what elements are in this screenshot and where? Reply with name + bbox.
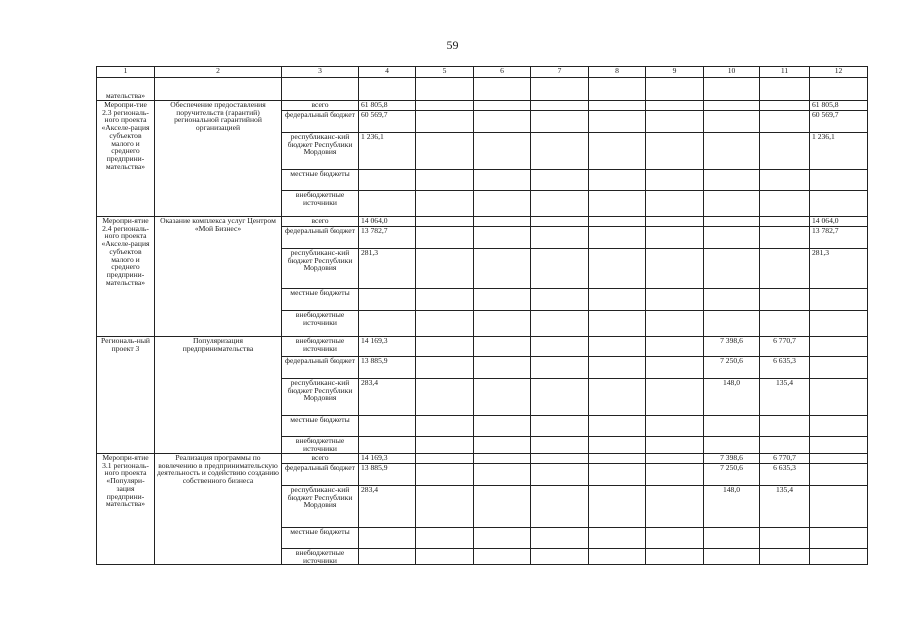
empty-cell [589, 416, 646, 437]
empty-cell [474, 464, 531, 486]
empty-cell [531, 337, 589, 357]
empty-cell [589, 528, 646, 549]
amount-cell [704, 549, 760, 565]
header-row [97, 67, 868, 78]
amount-cell [760, 191, 810, 217]
funding-source-cell: республиканс-кий бюджет Республики Мордовия [282, 133, 359, 170]
continuation-row [97, 78, 868, 101]
empty-cell [416, 357, 474, 379]
amount-cell [704, 528, 760, 549]
empty-cell [646, 227, 704, 249]
header-cell: 12 [810, 67, 868, 78]
funding-source-cell: республиканс-кий бюджет Республики Мордовия [282, 486, 359, 528]
funding-source-cell: внебюджетные источники [282, 311, 359, 337]
amount-cell [704, 289, 760, 311]
amount-cell [760, 227, 810, 249]
empty-cell [531, 133, 589, 170]
empty-cell [646, 357, 704, 379]
amount-cell [704, 191, 760, 217]
amount-cell [810, 191, 868, 217]
funding-source-cell: местные бюджеты [282, 416, 359, 437]
empty-cell [531, 191, 589, 217]
empty-cell [589, 337, 646, 357]
amount-cell: 13 782,7 [359, 227, 416, 249]
amount-cell: 7 398,6 [704, 337, 760, 357]
funding-source-cell: федеральный бюджет [282, 464, 359, 486]
table-row [97, 217, 868, 227]
header-cell: 7 [531, 67, 589, 78]
empty-cell [646, 191, 704, 217]
amount-cell: 1 236,1 [359, 133, 416, 170]
amount-cell [760, 133, 810, 170]
empty-cell [416, 191, 474, 217]
funding-source-cell: федеральный бюджет [282, 227, 359, 249]
amount-cell [810, 454, 868, 464]
amount-cell: 148,0 [704, 379, 760, 416]
funding-source-cell: внебюджетные источники [282, 337, 359, 357]
empty-cell [646, 311, 704, 337]
empty-cell [416, 486, 474, 528]
event-name-cell: Региональ-ный проект 3 [97, 337, 155, 454]
table-row [97, 101, 868, 111]
empty-cell [646, 217, 704, 227]
empty-cell [646, 133, 704, 170]
event-description-cell: Оказание комплекса услуг Центром «Мой Бизнес» [155, 217, 282, 337]
amount-cell: 7 398,6 [704, 454, 760, 464]
empty-cell [646, 549, 704, 565]
empty-cell [646, 486, 704, 528]
empty-cell [589, 101, 646, 111]
amount-cell: 13 885,9 [359, 357, 416, 379]
empty-cell [474, 337, 531, 357]
amount-cell: 7 250,6 [704, 464, 760, 486]
amount-cell [704, 217, 760, 227]
amount-cell [810, 311, 868, 337]
header-cell: 6 [474, 67, 531, 78]
empty-cell [474, 289, 531, 311]
funding-source-cell: федеральный бюджет [282, 357, 359, 379]
amount-cell [810, 337, 868, 357]
empty-cell [416, 101, 474, 111]
empty-cell [474, 528, 531, 549]
empty-cell [474, 101, 531, 111]
empty-cell [589, 249, 646, 289]
amount-cell: 6 770,7 [760, 454, 810, 464]
page-number: 59 [446, 38, 459, 52]
empty-cell [416, 227, 474, 249]
amount-cell [810, 464, 868, 486]
empty-cell [416, 289, 474, 311]
funding-source-cell: местные бюджеты [282, 528, 359, 549]
empty-cell [531, 311, 589, 337]
amount-cell [704, 437, 760, 454]
amount-cell [704, 101, 760, 111]
amount-cell: 14 169,3 [359, 454, 416, 464]
empty-cell [589, 464, 646, 486]
empty-cell [589, 111, 646, 133]
amount-cell: 61 805,8 [810, 101, 868, 111]
amount-cell [760, 437, 810, 454]
amount-cell [359, 191, 416, 217]
amount-cell [810, 289, 868, 311]
amount-cell [760, 101, 810, 111]
empty-cell [531, 111, 589, 133]
amount-cell: 135,4 [760, 486, 810, 528]
header-cell: 3 [282, 67, 359, 78]
empty-cell [646, 289, 704, 311]
funding-source-cell: всего [282, 454, 359, 464]
empty-cell [646, 101, 704, 111]
empty-cell [416, 133, 474, 170]
amount-cell [810, 486, 868, 528]
empty-cell [646, 379, 704, 416]
amount-cell: 7 250,6 [704, 357, 760, 379]
empty-cell [589, 549, 646, 565]
event-description-cell: Обеспечение предоставления поручительств (гарантий) региональной гарантийной организацией [155, 101, 282, 217]
amount-cell [760, 289, 810, 311]
empty-cell [416, 249, 474, 289]
empty-cell [474, 549, 531, 565]
funding-source-cell: внебюджетные источники [282, 191, 359, 217]
amount-cell [704, 416, 760, 437]
amount-cell: 14 169,3 [359, 337, 416, 357]
empty-cell [416, 337, 474, 357]
empty-cell [646, 416, 704, 437]
event-name-cell: Меропри-тие 2.3 региональ-ного проекта «Акселе-рация субъектов малого и среднего предприни-мательства» [97, 101, 155, 217]
empty-cell [416, 111, 474, 133]
empty-cell [416, 311, 474, 337]
amount-cell [704, 227, 760, 249]
funding-source-cell: республиканс-кий бюджет Республики Мордовия [282, 379, 359, 416]
amount-cell: 14 064,0 [810, 217, 868, 227]
empty-cell [474, 486, 531, 528]
empty-cell [531, 217, 589, 227]
header-cell: 11 [760, 67, 810, 78]
event-description-cell: Реализация программы по вовлечению в предпринимательскую деятельность и содействию созданию собственного бизнеса [155, 454, 282, 565]
amount-cell [359, 437, 416, 454]
amount-cell: 6 635,3 [760, 357, 810, 379]
amount-cell [704, 133, 760, 170]
amount-cell [760, 528, 810, 549]
empty-cell [416, 549, 474, 565]
amount-cell [359, 528, 416, 549]
empty-cell [474, 111, 531, 133]
amount-cell [359, 549, 416, 565]
amount-cell: 1 236,1 [810, 133, 868, 170]
amount-cell: 60 569,7 [359, 111, 416, 133]
empty-cell [474, 357, 531, 379]
empty-cell [646, 111, 704, 133]
amount-cell: 281,3 [810, 249, 868, 289]
empty-cell [646, 437, 704, 454]
empty-cell [589, 227, 646, 249]
amount-cell: 283,4 [359, 379, 416, 416]
empty-cell [589, 311, 646, 337]
empty-cell [646, 528, 704, 549]
amount-cell: 281,3 [359, 249, 416, 289]
funding-source-cell: внебюджетные источники [282, 549, 359, 565]
empty-cell [531, 464, 589, 486]
amount-cell [760, 311, 810, 337]
empty-cell [474, 217, 531, 227]
empty-cell [646, 464, 704, 486]
empty-cell [416, 170, 474, 191]
empty-cell [531, 416, 589, 437]
amount-cell [359, 170, 416, 191]
empty-cell [531, 528, 589, 549]
empty-cell [474, 379, 531, 416]
empty-cell [589, 217, 646, 227]
amount-cell [359, 289, 416, 311]
amount-cell [760, 170, 810, 191]
table-row [97, 337, 868, 357]
funding-source-cell: местные бюджеты [282, 170, 359, 191]
empty-cell [474, 454, 531, 464]
empty-cell [474, 227, 531, 249]
amount-cell: 60 569,7 [810, 111, 868, 133]
amount-cell: 6 770,7 [760, 337, 810, 357]
amount-cell: 61 805,8 [359, 101, 416, 111]
continuation-text: мательства» [97, 78, 155, 101]
table-body [97, 67, 868, 565]
empty-cell [416, 464, 474, 486]
amount-cell: 135,4 [760, 379, 810, 416]
empty-cell [474, 133, 531, 170]
amount-cell [760, 249, 810, 289]
empty-cell [531, 227, 589, 249]
amount-cell: 283,4 [359, 486, 416, 528]
empty-cell [646, 337, 704, 357]
empty-cell [589, 133, 646, 170]
table-row [97, 454, 868, 464]
empty-cell [531, 289, 589, 311]
amount-cell [760, 111, 810, 133]
amount-cell [704, 311, 760, 337]
empty-cell [589, 379, 646, 416]
amount-cell [760, 416, 810, 437]
amount-cell [810, 416, 868, 437]
empty-cell [589, 191, 646, 217]
amount-cell [810, 170, 868, 191]
amount-cell [810, 528, 868, 549]
empty-cell [474, 249, 531, 289]
funding-source-cell: федеральный бюджет [282, 111, 359, 133]
funding-source-cell: всего [282, 101, 359, 111]
header-cell: 9 [646, 67, 704, 78]
amount-cell: 13 782,7 [810, 227, 868, 249]
empty-cell [646, 170, 704, 191]
amount-cell [810, 437, 868, 454]
empty-cell [646, 454, 704, 464]
empty-cell [474, 311, 531, 337]
amount-cell [760, 549, 810, 565]
funding-source-cell: внебюджетные источники [282, 437, 359, 454]
header-cell: 10 [704, 67, 760, 78]
amount-cell [760, 217, 810, 227]
empty-cell [474, 416, 531, 437]
header-cell: 8 [589, 67, 646, 78]
amount-cell [704, 249, 760, 289]
event-name-cell: Меропри-ятие 2.4 региональ-ного проекта «Акселе-рация субъектов малого и среднего предприни-мательства» [97, 217, 155, 337]
event-description-cell: Популяризация предпринимательства [155, 337, 282, 454]
empty-cell [416, 437, 474, 454]
empty-cell [589, 357, 646, 379]
empty-cell [531, 549, 589, 565]
empty-cell [416, 454, 474, 464]
amount-cell [704, 111, 760, 133]
amount-cell [359, 416, 416, 437]
amount-cell: 148,0 [704, 486, 760, 528]
amount-cell: 14 064,0 [359, 217, 416, 227]
empty-cell [531, 437, 589, 454]
empty-cell [531, 486, 589, 528]
amount-cell: 13 885,9 [359, 464, 416, 486]
header-cell: 4 [359, 67, 416, 78]
amount-cell [359, 311, 416, 337]
empty-cell [416, 217, 474, 227]
funding-source-cell: всего [282, 217, 359, 227]
empty-cell [531, 101, 589, 111]
empty-cell [531, 170, 589, 191]
empty-cell [474, 170, 531, 191]
amount-cell [810, 379, 868, 416]
amount-cell: 6 635,3 [760, 464, 810, 486]
empty-cell [589, 454, 646, 464]
header-cell: 1 [97, 67, 155, 78]
amount-cell [810, 549, 868, 565]
header-cell: 2 [155, 67, 282, 78]
empty-cell [589, 170, 646, 191]
empty-cell [531, 357, 589, 379]
amount-cell [704, 170, 760, 191]
empty-cell [589, 437, 646, 454]
empty-cell [416, 528, 474, 549]
empty-cell [416, 416, 474, 437]
empty-cell [589, 486, 646, 528]
empty-cell [531, 454, 589, 464]
empty-cell [531, 249, 589, 289]
funding-source-cell: республиканс-кий бюджет Республики Мордовия [282, 249, 359, 289]
empty-cell [416, 379, 474, 416]
event-name-cell: Меропри-ятие 3.1 региональ-ного проекта «Популяри-зация предприни-мательства» [97, 454, 155, 565]
budget-table [96, 66, 868, 565]
amount-cell [810, 357, 868, 379]
empty-cell [646, 249, 704, 289]
empty-cell [589, 289, 646, 311]
empty-cell [531, 379, 589, 416]
header-cell: 5 [416, 67, 474, 78]
empty-cell [474, 191, 531, 217]
funding-source-cell: местные бюджеты [282, 289, 359, 311]
empty-cell [474, 437, 531, 454]
